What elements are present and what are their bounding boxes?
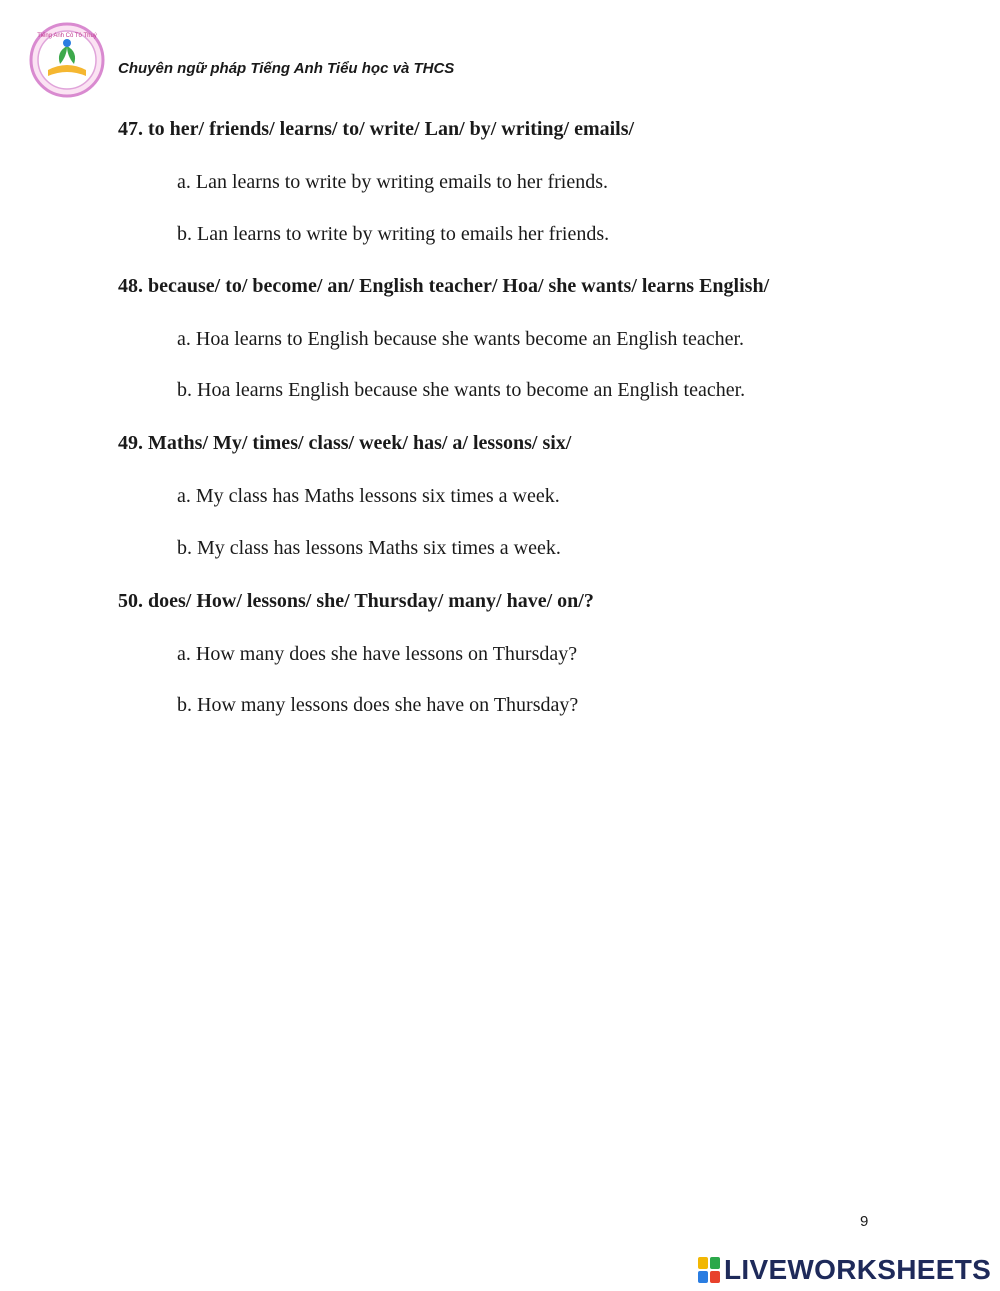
question-prompt: 49. Maths/ My/ times/ class/ week/ has/ a/ lessons/ six/ [118,432,572,454]
question-prompt: 48. because/ to/ become/ an/ English teacher/ Hoa/ she wants/ learns English/ [118,275,770,297]
answer-option[interactable]: b. How many lessons does she have on Thursday? [177,694,579,716]
answer-option[interactable]: b. Hoa learns English because she wants to become an English teacher. [177,379,746,401]
liveworksheets-brand-text: LIVEWORKSHEETS [724,1254,992,1285]
answer-option[interactable]: a. My class has Maths lessons six times a week. [177,485,560,507]
answer-option[interactable]: a. How many does she have lessons on Thursday? [177,643,578,665]
answer-option[interactable]: b. My class has lessons Maths six times a week. [177,537,561,559]
logo-text: Tiếng Anh Cô Tô Thuý [37,33,97,39]
liveworksheets-blocks-icon [698,1257,720,1283]
liveworksheets-logo[interactable] [698,1255,991,1285]
answer-option[interactable]: a. Lan learns to write by writing emails to her friends. [177,171,608,193]
document-title: Chuyên ngữ pháp Tiếng Anh Tiểu học và THCS [118,60,455,77]
school-logo [26,22,108,98]
question-prompt: 50. does/ How/ lessons/ she/ Thursday/ many/ have/ on/? [118,590,594,612]
question-prompt: 47. to her/ friends/ learns/ to/ write/ Lan/ by/ writing/ emails/ [118,118,635,140]
page-number: 9 [860,1213,869,1230]
answer-option[interactable]: a. Hoa learns to English because she wants become an English teacher. [177,328,745,350]
answer-option[interactable]: b. Lan learns to write by writing to emails her friends. [177,223,610,245]
